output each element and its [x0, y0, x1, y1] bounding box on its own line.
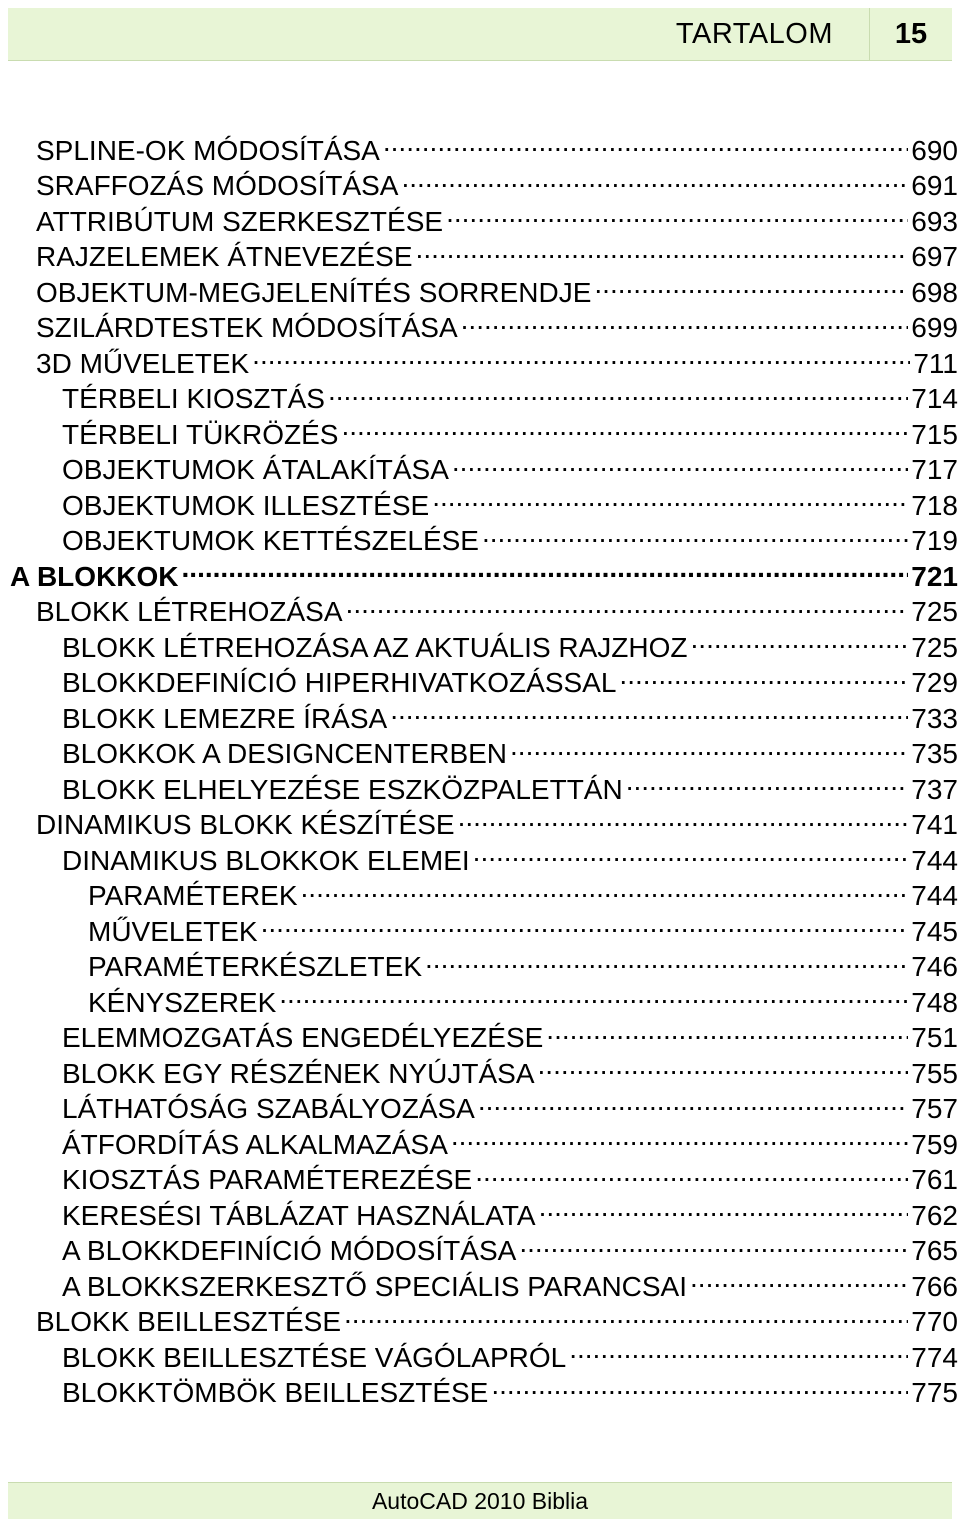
toc-entry-title: ATTRIBÚTUM SZERKESZTÉSE	[36, 205, 444, 237]
toc-entry-title: SRAFFOZÁS MÓDOSÍTÁSA	[36, 170, 399, 201]
table-of-contents	[0, 124, 960, 1408]
toc-entry-title: ÁTFORDÍTÁS ALKALMAZÁSA	[62, 1128, 448, 1160]
toc-entry-title: PARAMÉTERKÉSZLETEK	[88, 951, 423, 982]
dot-leader	[539, 1189, 909, 1225]
toc-entry[interactable]	[0, 124, 960, 166]
page-header	[8, 8, 952, 61]
dot-leader	[328, 373, 908, 409]
toc-entry-page: 746	[911, 951, 958, 982]
dot-leader	[451, 1118, 908, 1154]
toc-entry-title: DINAMIKUS BLOKKOK ELEMEI	[62, 844, 470, 876]
toc-entry-page: 744	[911, 880, 958, 911]
dot-leader	[416, 231, 909, 267]
toc-entry-page: 744	[911, 844, 958, 876]
dot-leader	[182, 550, 909, 586]
toc-entry-title: TÉRBELI TÜKRÖZÉS	[62, 418, 339, 450]
toc-entry-page: 770	[911, 1306, 958, 1337]
toc-entry-title: BLOKK LEMEZRE ÍRÁSA	[62, 702, 388, 734]
toc-entry-title: KIOSZTÁS PARAMÉTEREZÉSE	[62, 1164, 473, 1195]
toc-entry-page: 718	[911, 489, 958, 521]
toc-entry-page: 759	[911, 1128, 958, 1160]
dot-leader	[390, 692, 908, 728]
dot-leader	[432, 479, 908, 515]
dot-leader	[458, 799, 909, 835]
dot-leader	[478, 1083, 908, 1119]
toc-entry-page: 737	[911, 773, 958, 805]
dot-leader	[475, 1154, 908, 1190]
toc-entry-title: OBJEKTUMOK ÁTALAKÍTÁSA	[62, 454, 449, 485]
toc-entry-title: A BLOKKSZERKESZTŐ SPECIÁLIS PARANCSAI	[62, 1270, 688, 1302]
toc-entry-title: BLOKK LÉTREHOZÁSA	[36, 596, 343, 627]
toc-entry-page: 690	[911, 134, 958, 166]
toc-entry-page: 698	[911, 276, 958, 308]
toc-entry-page: 755	[911, 1057, 958, 1089]
dot-leader	[252, 337, 910, 373]
toc-entry-title: ELEMMOZGATÁS ENGEDÉLYEZÉSE	[62, 1022, 544, 1053]
toc-entry-title: MŰVELETEK	[88, 915, 258, 947]
book-title: AutoCAD 2010 Biblia	[371, 1487, 589, 1514]
toc-entry-title: KERESÉSI TÁBLÁZAT HASZNÁLATA	[62, 1199, 536, 1231]
dot-leader	[690, 1260, 908, 1296]
toc-entry-title: DINAMIKUS BLOKK KÉSZÍTÉSE	[36, 809, 455, 840]
toc-entry-page: 766	[911, 1270, 958, 1302]
toc-entry-title: BLOKK LÉTREHOZÁSA AZ AKTUÁLIS RAJZHOZ	[62, 631, 688, 663]
dot-leader	[594, 266, 908, 302]
dot-leader	[482, 515, 908, 551]
toc-entry-title: BLOKK BEILLESZTÉSE	[36, 1306, 342, 1337]
dot-leader	[279, 976, 908, 1012]
toc-entry-page: 745	[911, 915, 958, 947]
dot-leader	[491, 1367, 908, 1403]
toc-entry-page: 711	[913, 347, 958, 379]
toc-entry-title: OBJEKTUMOK KETTÉSZELÉSE	[62, 525, 479, 556]
toc-entry-page: 762	[911, 1199, 958, 1231]
dot-leader	[452, 444, 908, 480]
dot-leader	[344, 1296, 908, 1332]
toc-entry-page: 757	[911, 1093, 958, 1124]
dot-leader	[446, 195, 908, 231]
dot-leader	[619, 657, 908, 693]
toc-entry-title: PARAMÉTEREK	[88, 880, 298, 911]
toc-entry-title: SZILÁRDTESTEK MÓDOSÍTÁSA	[36, 312, 458, 343]
dot-leader	[425, 941, 908, 977]
dot-leader	[626, 763, 909, 799]
toc-entry-title: A BLOKKOK	[10, 560, 179, 592]
toc-entry-page: 729	[911, 667, 958, 698]
toc-entry-title: BLOKK ELHELYEZÉSE ESZKÖZPALETTÁN	[62, 773, 623, 805]
toc-entry-title: SPLINE-OK MÓDOSÍTÁSA	[36, 134, 380, 166]
toc-entry-page: 735	[911, 738, 958, 769]
toc-entry-title: A BLOKKDEFINÍCIÓ MÓDOSÍTÁSA	[62, 1235, 517, 1266]
toc-entry-page: 765	[911, 1235, 958, 1266]
toc-entry-page: 748	[911, 986, 958, 1018]
dot-leader	[341, 408, 908, 444]
toc-entry-page: 691	[911, 170, 958, 201]
dot-leader	[401, 160, 908, 196]
toc-entry-title: BLOKKTÖMBÖK BEILLESZTÉSE	[62, 1377, 489, 1408]
dot-leader	[346, 586, 909, 622]
toc-entry-title: BLOKKDEFINÍCIÓ HIPERHIVATKOZÁSSAL	[62, 667, 617, 698]
toc-entry-page: 761	[911, 1164, 958, 1195]
toc-entry-page: 733	[911, 702, 958, 734]
toc-entry-title: OBJEKTUM-MEGJELENÍTÉS SORRENDJE	[36, 276, 592, 308]
dot-leader	[383, 124, 908, 160]
toc-entry-page: 725	[911, 596, 958, 627]
toc-entry-page: 725	[911, 631, 958, 663]
toc-entry-page: 719	[911, 525, 958, 556]
dot-leader	[569, 1331, 908, 1367]
toc-entry-page: 699	[911, 312, 958, 343]
dot-leader	[301, 870, 909, 906]
toc-entry-title: 3D MŰVELETEK	[36, 347, 250, 379]
dot-leader	[473, 834, 909, 870]
toc-entry-title: BLOKKOK A DESIGNCENTERBEN	[62, 738, 508, 769]
toc-entry-page: 721	[911, 560, 958, 592]
toc-entry-title: KÉNYSZEREK	[88, 986, 277, 1018]
toc-entry-title: BLOKK BEILLESZTÉSE VÁGÓLAPRÓL	[62, 1341, 567, 1373]
toc-entry-page: 741	[911, 809, 958, 840]
toc-entry-title: OBJEKTUMOK ILLESZTÉSE	[62, 489, 430, 521]
toc-entry-page: 775	[911, 1377, 958, 1408]
page-number: 15	[894, 17, 928, 50]
dot-leader	[510, 728, 908, 764]
toc-entry-page: 714	[911, 383, 958, 414]
dot-leader	[538, 1047, 909, 1083]
toc-entry-title: BLOKK EGY RÉSZÉNEK NYÚJTÁSA	[62, 1057, 535, 1089]
toc-entry-page: 693	[911, 205, 958, 237]
page-title: TARTALOM	[675, 17, 833, 50]
toc-entry-title: LÁTHATÓSÁG SZABÁLYOZÁSA	[62, 1093, 475, 1124]
dot-leader	[519, 1225, 908, 1261]
toc-entry-title: TÉRBELI KIOSZTÁS	[62, 383, 325, 414]
toc-entry-page: 697	[911, 241, 958, 272]
page-footer	[8, 1482, 952, 1519]
toc-entry-title: RAJZELEMEK ÁTNEVEZÉSE	[36, 241, 413, 272]
toc-entry-page: 717	[911, 454, 958, 485]
toc-entry-page: 715	[911, 418, 958, 450]
toc-entry-page: 751	[911, 1022, 958, 1053]
toc-entry-page: 774	[911, 1341, 958, 1373]
dot-leader	[261, 905, 909, 941]
dot-leader	[691, 621, 909, 657]
dot-leader	[461, 302, 909, 338]
dot-leader	[546, 1012, 908, 1048]
